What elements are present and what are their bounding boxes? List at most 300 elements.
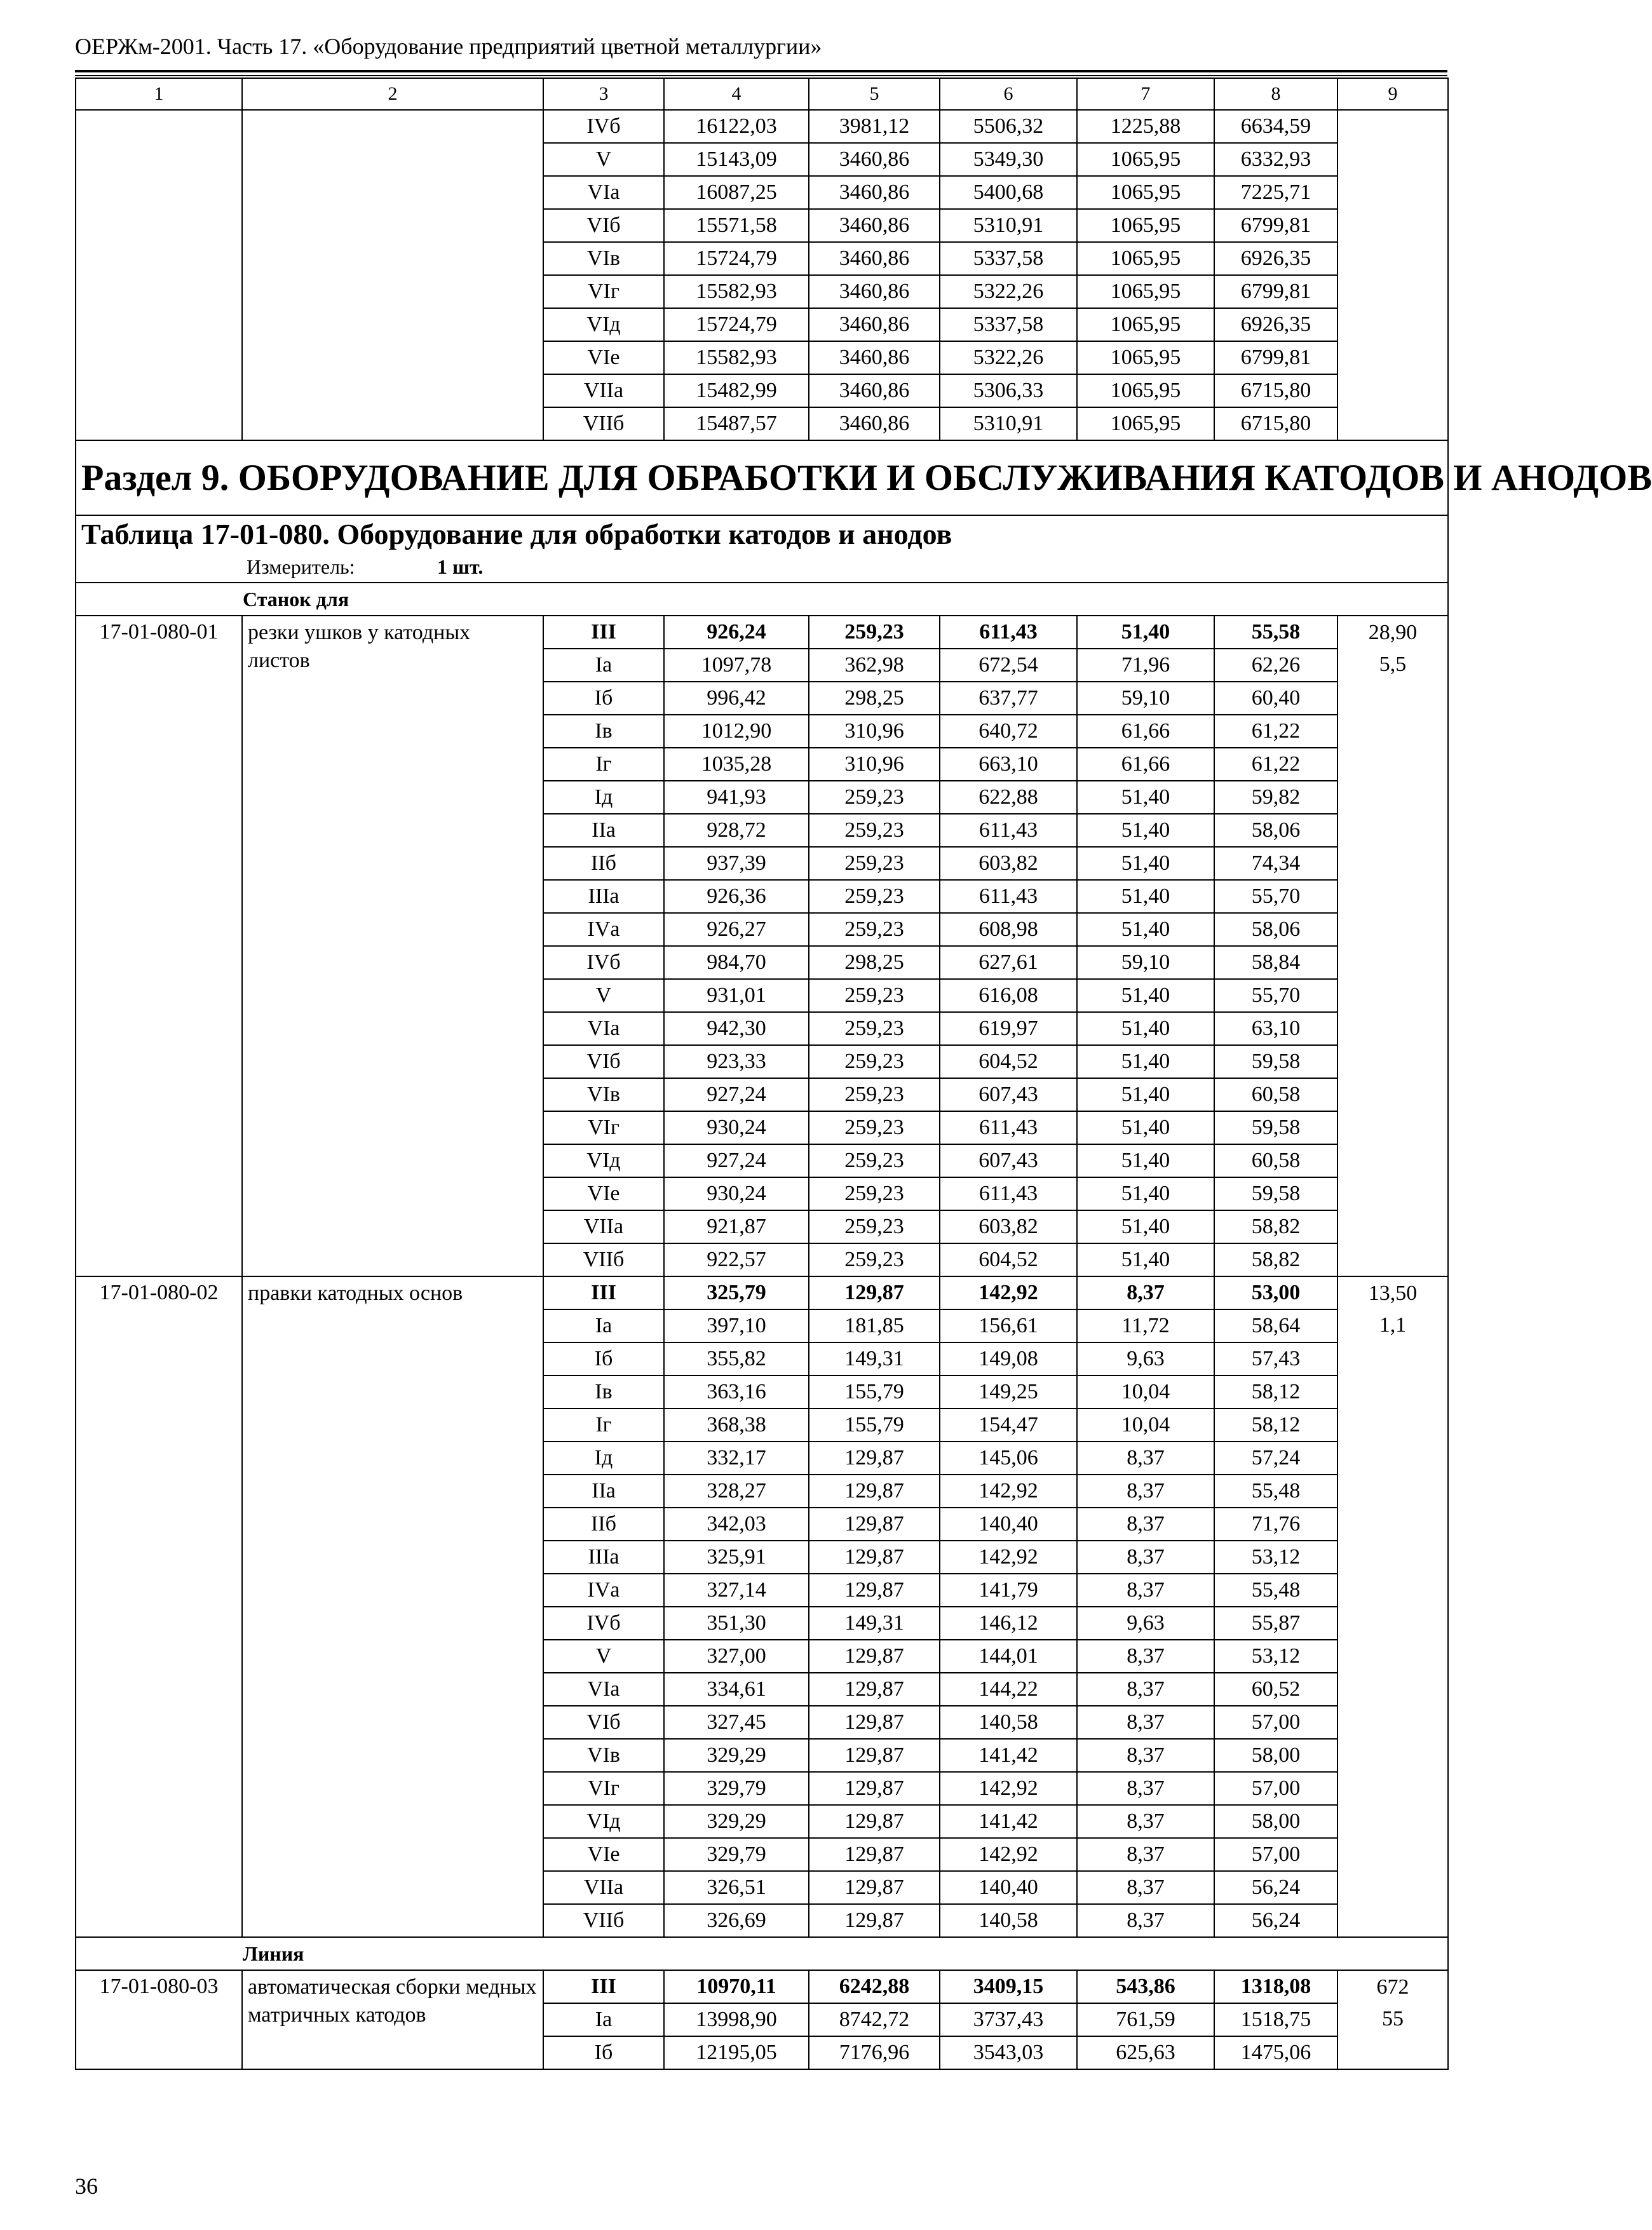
value-cell: 155,79: [809, 1409, 940, 1442]
value-cell: 6926,35: [1214, 308, 1337, 341]
value-cell: 51,40: [1077, 1111, 1214, 1144]
zone-cell: III: [543, 1970, 664, 2003]
value-cell: 3460,86: [809, 308, 940, 341]
value-cell: 60,58: [1214, 1078, 1337, 1111]
value-cell: 5322,26: [940, 341, 1077, 374]
value-cell: 259,23: [809, 1177, 940, 1210]
value-cell: 368,38: [664, 1409, 809, 1442]
value-cell: 1065,95: [1077, 308, 1214, 341]
value-cell: 8,37: [1077, 1640, 1214, 1673]
group-label-row: [76, 583, 1448, 616]
value-cell: 129,87: [809, 1772, 940, 1805]
value-cell: 141,42: [940, 1805, 1077, 1838]
value-cell: 146,12: [940, 1607, 1077, 1640]
value-cell: 58,12: [1214, 1375, 1337, 1409]
section-title: Раздел 9. ОБОРУДОВАНИЕ ДЛЯ ОБРАБОТКИ И ОБСЛУЖИВАНИЯ КАТОДОВ И АНОДОВ: [76, 440, 1448, 515]
value-cell: 59,58: [1214, 1045, 1337, 1078]
zone-cell: Iг: [543, 748, 664, 781]
value-cell: 942,30: [664, 1012, 809, 1045]
value-cell: 61,66: [1077, 748, 1214, 781]
group-label: Линия: [76, 1937, 1448, 1970]
zone-cell: VIIб: [543, 1243, 664, 1276]
value-cell: 332,17: [664, 1442, 809, 1475]
value-cell: 141,79: [940, 1574, 1077, 1607]
zone-cell: VIIб: [543, 407, 664, 440]
value-cell: 51,40: [1077, 616, 1214, 649]
zone-cell: IVб: [543, 946, 664, 979]
value-cell: 55,70: [1214, 979, 1337, 1012]
value-cell: 60,40: [1214, 682, 1337, 715]
value-cell: 5310,91: [940, 407, 1077, 440]
zone-cell: Iв: [543, 715, 664, 748]
value-cell: 611,43: [940, 1111, 1077, 1144]
column-number: 8: [1214, 78, 1337, 110]
value-cell: 51,40: [1077, 1144, 1214, 1177]
value-cell: 6715,80: [1214, 407, 1337, 440]
value-cell: 58,82: [1214, 1210, 1337, 1243]
value-cell: 129,87: [809, 1805, 940, 1838]
zone-cell: Iб: [543, 1342, 664, 1375]
value-cell: 927,24: [664, 1144, 809, 1177]
value-cell: 57,43: [1214, 1342, 1337, 1375]
zone-cell: VIе: [543, 1838, 664, 1871]
zone-cell: VIд: [543, 1144, 664, 1177]
column-number: 1: [76, 78, 242, 110]
zone-cell: IVб: [543, 110, 664, 143]
value-cell: 351,30: [664, 1607, 809, 1640]
value-cell: 334,61: [664, 1673, 809, 1706]
value-cell: 58,06: [1214, 913, 1337, 946]
value-cell: 325,79: [664, 1276, 809, 1309]
value-cell: 141,42: [940, 1739, 1077, 1772]
zone-cell: VIа: [543, 1012, 664, 1045]
value-cell: 259,23: [809, 1045, 940, 1078]
value-cell: 149,25: [940, 1375, 1077, 1409]
group-label: Станок для: [76, 583, 1448, 616]
value-cell: 619,97: [940, 1012, 1077, 1045]
value-cell: 611,43: [940, 880, 1077, 913]
zone-cell: VIа: [543, 1673, 664, 1706]
value-cell: 9,63: [1077, 1342, 1214, 1375]
value-cell: 58,06: [1214, 814, 1337, 847]
zone-cell: VIа: [543, 176, 664, 209]
value-cell: 59,10: [1077, 682, 1214, 715]
value-cell: 355,82: [664, 1342, 809, 1375]
zone-cell: VIб: [543, 1045, 664, 1078]
column-number: 2: [242, 78, 543, 110]
value-cell: 5322,26: [940, 275, 1077, 308]
value-cell: 298,25: [809, 946, 940, 979]
value-cell: 5310,91: [940, 209, 1077, 242]
zone-cell: III: [543, 1276, 664, 1309]
value-cell: 51,40: [1077, 814, 1214, 847]
value-cell: 57,00: [1214, 1772, 1337, 1805]
value-cell: 5506,32: [940, 110, 1077, 143]
value-cell: 71,96: [1077, 649, 1214, 682]
zone-cell: IIб: [543, 847, 664, 880]
value-cell: 931,01: [664, 979, 809, 1012]
meter-row: [76, 552, 1448, 583]
column-number: 5: [809, 78, 940, 110]
col9-cell: [1337, 110, 1448, 440]
meter-cell: [76, 552, 1448, 583]
table-row: [76, 616, 1448, 649]
value-cell: 922,57: [664, 1243, 809, 1276]
value-cell: 61,66: [1077, 715, 1214, 748]
value-cell: 761,59: [1077, 2003, 1214, 2036]
value-cell: 326,51: [664, 1871, 809, 1904]
value-cell: 129,87: [809, 1640, 940, 1673]
value-cell: 1065,95: [1077, 209, 1214, 242]
value-cell: 58,82: [1214, 1243, 1337, 1276]
value-cell: 53,12: [1214, 1541, 1337, 1574]
value-cell: 611,43: [940, 1177, 1077, 1210]
zone-cell: IIб: [543, 1508, 664, 1541]
zone-cell: Iа: [543, 1309, 664, 1342]
meter-label: Измеритель:: [247, 555, 355, 578]
value-cell: 5337,58: [940, 242, 1077, 275]
value-cell: 5349,30: [940, 143, 1077, 176]
value-cell: 140,40: [940, 1508, 1077, 1541]
value-cell: 327,00: [664, 1640, 809, 1673]
value-cell: 941,93: [664, 781, 809, 814]
value-cell: 51,40: [1077, 1177, 1214, 1210]
value-cell: 259,23: [809, 1210, 940, 1243]
value-cell: 51,40: [1077, 1243, 1214, 1276]
zone-cell: VIв: [543, 1739, 664, 1772]
value-cell: 259,23: [809, 1243, 940, 1276]
value-cell: 1035,28: [664, 748, 809, 781]
value-cell: 10970,11: [664, 1970, 809, 2003]
value-cell: 927,24: [664, 1078, 809, 1111]
value-cell: 145,06: [940, 1442, 1077, 1475]
value-cell: 926,36: [664, 880, 809, 913]
value-cell: 8,37: [1077, 1541, 1214, 1574]
value-cell: 51,40: [1077, 913, 1214, 946]
zone-cell: VIе: [543, 1177, 664, 1210]
code-cell: [76, 110, 242, 440]
value-cell: 51,40: [1077, 1078, 1214, 1111]
table-row: [76, 110, 1448, 143]
value-cell: 363,16: [664, 1375, 809, 1409]
value-cell: 1065,95: [1077, 143, 1214, 176]
value-cell: 930,24: [664, 1177, 809, 1210]
value-cell: 55,70: [1214, 880, 1337, 913]
column-number: 6: [940, 78, 1077, 110]
value-cell: 603,82: [940, 1210, 1077, 1243]
value-cell: 8,37: [1077, 1772, 1214, 1805]
code-cell: 17-01-080-01: [76, 616, 242, 1276]
zone-cell: Iд: [543, 1442, 664, 1475]
value-cell: 543,86: [1077, 1970, 1214, 2003]
value-cell: 310,96: [809, 715, 940, 748]
code-cell: 17-01-080-02: [76, 1276, 242, 1937]
value-cell: 55,58: [1214, 616, 1337, 649]
value-cell: 259,23: [809, 847, 940, 880]
value-cell: 51,40: [1077, 781, 1214, 814]
value-cell: 362,98: [809, 649, 940, 682]
value-cell: 608,98: [940, 913, 1077, 946]
section-title-row: [76, 440, 1448, 515]
zone-cell: IIIа: [543, 880, 664, 913]
value-cell: 627,61: [940, 946, 1077, 979]
value-cell: 61,22: [1214, 715, 1337, 748]
value-cell: 15487,57: [664, 407, 809, 440]
value-cell: 3543,03: [940, 2036, 1077, 2069]
value-cell: 51,40: [1077, 847, 1214, 880]
value-cell: 8,37: [1077, 1871, 1214, 1904]
value-cell: 259,23: [809, 616, 940, 649]
zone-cell: VIд: [543, 1805, 664, 1838]
value-cell: 8,37: [1077, 1442, 1214, 1475]
col9-cell: 13,50: [1337, 1276, 1448, 1309]
page-header: ОЕРЖм-2001. Часть 17. «Оборудование предприятий цветной металлургии»: [75, 34, 822, 59]
zone-cell: VIIа: [543, 1871, 664, 1904]
value-cell: 8,37: [1077, 1475, 1214, 1508]
value-cell: 329,29: [664, 1739, 809, 1772]
value-cell: 625,63: [1077, 2036, 1214, 2069]
estimate-table: [75, 78, 1652, 2070]
value-cell: 142,92: [940, 1838, 1077, 1871]
col9-cell: 1,1: [1337, 1309, 1448, 1937]
value-cell: 140,40: [940, 1871, 1077, 1904]
zone-cell: VIе: [543, 341, 664, 374]
value-cell: 142,92: [940, 1276, 1077, 1309]
value-cell: 155,79: [809, 1375, 940, 1409]
zone-cell: IVа: [543, 913, 664, 946]
page-number: 36: [75, 2173, 98, 2199]
value-cell: 10,04: [1077, 1409, 1214, 1442]
zone-cell: VIг: [543, 1111, 664, 1144]
value-cell: 259,23: [809, 979, 940, 1012]
table-row: [76, 1276, 1448, 1309]
value-cell: 129,87: [809, 1508, 940, 1541]
value-cell: 937,39: [664, 847, 809, 880]
value-cell: 1065,95: [1077, 374, 1214, 407]
value-cell: 604,52: [940, 1045, 1077, 1078]
value-cell: 71,76: [1214, 1508, 1337, 1541]
table-row: [76, 1970, 1448, 2003]
value-cell: 129,87: [809, 1541, 940, 1574]
zone-cell: V: [543, 143, 664, 176]
name-cell: резки ушков у катодных листов: [242, 616, 543, 1276]
col9-cell: 5,5: [1337, 649, 1448, 1276]
value-cell: 8,37: [1077, 1739, 1214, 1772]
value-cell: 129,87: [809, 1442, 940, 1475]
value-cell: 3737,43: [940, 2003, 1077, 2036]
col9-cell: 28,90: [1337, 616, 1448, 649]
value-cell: 149,31: [809, 1342, 940, 1375]
value-cell: 61,22: [1214, 748, 1337, 781]
value-cell: 603,82: [940, 847, 1077, 880]
value-cell: 259,23: [809, 781, 940, 814]
zone-cell: IIIа: [543, 1541, 664, 1574]
value-cell: 15582,93: [664, 341, 809, 374]
value-cell: 3460,86: [809, 176, 940, 209]
value-cell: 6715,80: [1214, 374, 1337, 407]
value-cell: 327,14: [664, 1574, 809, 1607]
value-cell: 129,87: [809, 1739, 940, 1772]
zone-cell: VIв: [543, 1078, 664, 1111]
zone-cell: Iб: [543, 2036, 664, 2069]
zone-cell: VIг: [543, 1772, 664, 1805]
zone-cell: VIб: [543, 1706, 664, 1739]
zone-cell: VIг: [543, 275, 664, 308]
value-cell: 53,00: [1214, 1276, 1337, 1309]
value-cell: 397,10: [664, 1309, 809, 1342]
value-cell: 16122,03: [664, 110, 809, 143]
value-cell: 15582,93: [664, 275, 809, 308]
value-cell: 8,37: [1077, 1838, 1214, 1871]
value-cell: 1518,75: [1214, 2003, 1337, 2036]
value-cell: 55,87: [1214, 1607, 1337, 1640]
value-cell: 329,79: [664, 1772, 809, 1805]
zone-cell: Iб: [543, 682, 664, 715]
value-cell: 3981,12: [809, 110, 940, 143]
value-cell: 55,48: [1214, 1574, 1337, 1607]
zone-cell: VIв: [543, 242, 664, 275]
value-cell: 926,27: [664, 913, 809, 946]
value-cell: 59,58: [1214, 1111, 1337, 1144]
value-cell: 342,03: [664, 1508, 809, 1541]
value-cell: 60,52: [1214, 1673, 1337, 1706]
value-cell: 5306,33: [940, 374, 1077, 407]
value-cell: 259,23: [809, 880, 940, 913]
zone-cell: III: [543, 616, 664, 649]
name-cell: [242, 110, 543, 440]
value-cell: 9,63: [1077, 1607, 1214, 1640]
value-cell: 129,87: [809, 1276, 940, 1309]
value-cell: 8,37: [1077, 1904, 1214, 1937]
value-cell: 328,27: [664, 1475, 809, 1508]
value-cell: 58,64: [1214, 1309, 1337, 1342]
value-cell: 1097,78: [664, 649, 809, 682]
value-cell: 13998,90: [664, 2003, 809, 2036]
value-cell: 15571,58: [664, 209, 809, 242]
value-cell: 11,72: [1077, 1309, 1214, 1342]
group-label-row: [76, 1937, 1448, 1970]
value-cell: 51,40: [1077, 1045, 1214, 1078]
value-cell: 327,45: [664, 1706, 809, 1739]
value-cell: 16087,25: [664, 176, 809, 209]
value-cell: 7176,96: [809, 2036, 940, 2069]
value-cell: 1065,95: [1077, 176, 1214, 209]
value-cell: 144,01: [940, 1640, 1077, 1673]
value-cell: 616,08: [940, 979, 1077, 1012]
value-cell: 15143,09: [664, 143, 809, 176]
value-cell: 326,69: [664, 1904, 809, 1937]
value-cell: 6799,81: [1214, 341, 1337, 374]
value-cell: 637,77: [940, 682, 1077, 715]
meter-value: 1 шт.: [437, 555, 484, 578]
zone-cell: VIIб: [543, 1904, 664, 1937]
value-cell: 259,23: [809, 1078, 940, 1111]
value-cell: 259,23: [809, 814, 940, 847]
value-cell: 129,87: [809, 1904, 940, 1937]
value-cell: 56,24: [1214, 1904, 1337, 1937]
value-cell: 154,47: [940, 1409, 1077, 1442]
column-number: 9: [1337, 78, 1448, 110]
header-rule-thin: [75, 75, 1447, 76]
value-cell: 928,72: [664, 814, 809, 847]
value-cell: 259,23: [809, 913, 940, 946]
value-cell: 129,87: [809, 1673, 940, 1706]
value-cell: 926,24: [664, 616, 809, 649]
value-cell: 129,87: [809, 1871, 940, 1904]
value-cell: 6242,88: [809, 1970, 940, 2003]
zone-cell: IIа: [543, 1475, 664, 1508]
value-cell: 60,58: [1214, 1144, 1337, 1177]
value-cell: 57,24: [1214, 1442, 1337, 1475]
value-cell: 329,79: [664, 1838, 809, 1871]
zone-cell: VIIа: [543, 1210, 664, 1243]
value-cell: 156,61: [940, 1309, 1077, 1342]
value-cell: 59,58: [1214, 1177, 1337, 1210]
value-cell: 7225,71: [1214, 176, 1337, 209]
value-cell: 622,88: [940, 781, 1077, 814]
value-cell: 672,54: [940, 649, 1077, 682]
value-cell: 149,08: [940, 1342, 1077, 1375]
value-cell: 3460,86: [809, 143, 940, 176]
code-cell: 17-01-080-03: [76, 1970, 242, 2069]
value-cell: 6799,81: [1214, 209, 1337, 242]
value-cell: 55,48: [1214, 1475, 1337, 1508]
value-cell: 142,92: [940, 1475, 1077, 1508]
column-number: 4: [664, 78, 809, 110]
value-cell: 149,31: [809, 1607, 940, 1640]
value-cell: 607,43: [940, 1144, 1077, 1177]
value-cell: 1065,95: [1077, 242, 1214, 275]
value-cell: 10,04: [1077, 1375, 1214, 1409]
value-cell: 640,72: [940, 715, 1077, 748]
value-cell: 8,37: [1077, 1805, 1214, 1838]
value-cell: 8742,72: [809, 2003, 940, 2036]
value-cell: 604,52: [940, 1243, 1077, 1276]
value-cell: 57,00: [1214, 1706, 1337, 1739]
value-cell: 923,33: [664, 1045, 809, 1078]
column-number-row: [76, 78, 1448, 110]
value-cell: 930,24: [664, 1111, 809, 1144]
value-cell: 325,91: [664, 1541, 809, 1574]
zone-cell: Iд: [543, 781, 664, 814]
value-cell: 259,23: [809, 1144, 940, 1177]
value-cell: 3460,86: [809, 374, 940, 407]
value-cell: 3460,86: [809, 242, 940, 275]
value-cell: 8,37: [1077, 1673, 1214, 1706]
value-cell: 144,22: [940, 1673, 1077, 1706]
value-cell: 56,24: [1214, 1871, 1337, 1904]
value-cell: 129,87: [809, 1475, 940, 1508]
value-cell: 15724,79: [664, 308, 809, 341]
col9-cell: 55: [1337, 2003, 1448, 2069]
value-cell: 611,43: [940, 814, 1077, 847]
value-cell: 259,23: [809, 1012, 940, 1045]
zone-cell: V: [543, 1640, 664, 1673]
value-cell: 996,42: [664, 682, 809, 715]
value-cell: 62,26: [1214, 649, 1337, 682]
value-cell: 129,87: [809, 1574, 940, 1607]
column-number: 7: [1077, 78, 1214, 110]
value-cell: 129,87: [809, 1838, 940, 1871]
value-cell: 181,85: [809, 1309, 940, 1342]
value-cell: 63,10: [1214, 1012, 1337, 1045]
value-cell: 58,12: [1214, 1409, 1337, 1442]
zone-cell: Iа: [543, 2003, 664, 2036]
value-cell: 1065,95: [1077, 275, 1214, 308]
col9-cell: 672: [1337, 1970, 1448, 2003]
zone-cell: VIIа: [543, 374, 664, 407]
value-cell: 8,37: [1077, 1276, 1214, 1309]
